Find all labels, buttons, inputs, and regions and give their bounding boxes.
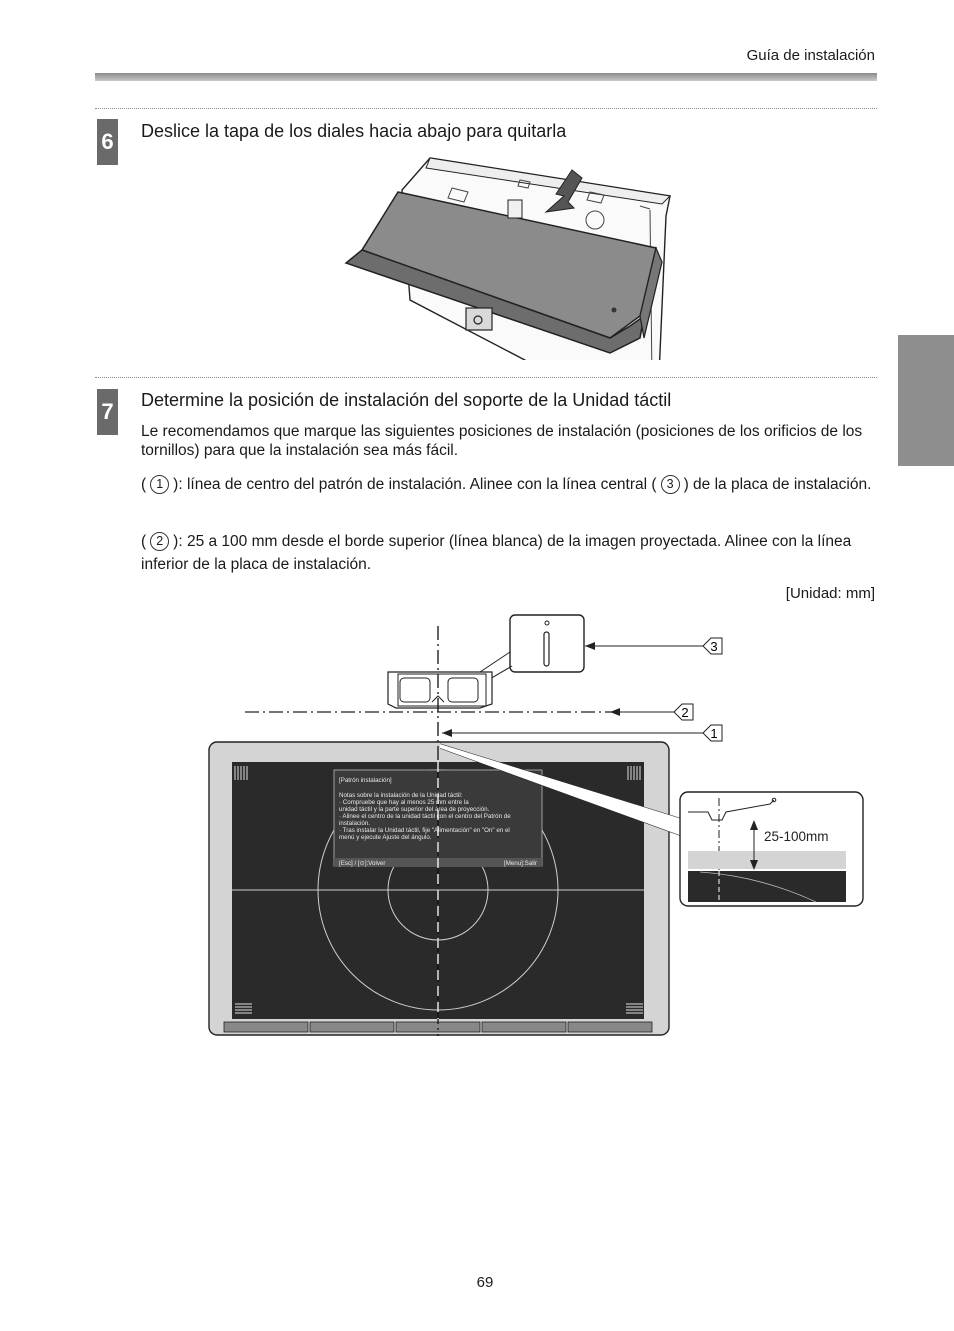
svg-text:menú y ejecute Ajuste del ángu: menú y ejecute Ajuste del ángulo. [339, 834, 432, 841]
item-2-paragraph: ( 2 ): 25 a 100 mm desde el borde superior (línea blanca) de la imagen proyectada. Alinee con la línea inferior de la placa de instalación. [141, 533, 852, 573]
svg-text:· Tras instalar la Unidad táct: · Tras instalar la Unidad táctil, fije "Alimentación" en "On" en el [339, 827, 510, 834]
callout-marker: 2 [150, 532, 169, 551]
step-title: Determine la posición de instalación del soporte de la Unidad táctil [141, 390, 672, 410]
chapter-tab [898, 335, 954, 466]
unit-note: [Unidad: mm] [785, 585, 875, 602]
step-title: Deslice la tapa de los diales hacia abajo para quitarla [141, 121, 567, 141]
callout-2 [674, 704, 693, 720]
item-1-paragraph: ( 1 ): línea de centro del patrón de instalación. Alinee con la línea central ( 3 ) de la placa de instalación. [141, 476, 872, 493]
step-number: 7 [97, 389, 118, 435]
callout-marker: 3 [661, 475, 680, 494]
section-divider [95, 377, 877, 378]
page-number: 69 [476, 1274, 494, 1291]
svg-text:1: 1 [710, 726, 718, 741]
osd-footer-left: [Esc] / [⊙]:Volver [339, 860, 386, 867]
running-header: Guía de instalación [746, 47, 875, 64]
section-divider [95, 108, 877, 109]
header-rule [95, 73, 877, 81]
svg-text:2: 2 [681, 705, 689, 720]
osd-title: [Patrón instalación] [339, 777, 392, 784]
svg-text:· Alinee el centro de la unida: · Alinee el centro de la unidad táctil con el centro del Patrón de [339, 813, 511, 820]
callout-1 [703, 725, 722, 741]
svg-text:unidad táctil y la parte super: unidad táctil y la parte superior del área de proyección. [339, 806, 490, 813]
distance-label: 25-100mm [764, 829, 829, 844]
step-number: 6 [97, 119, 118, 165]
callout-marker: 1 [150, 475, 169, 494]
svg-text:3: 3 [710, 639, 718, 654]
installation-diagram [200, 608, 880, 1040]
callout-3 [703, 638, 722, 654]
dial-cover-illustration [340, 150, 680, 360]
osd-footer-right: [Menu]:Salir [503, 860, 537, 867]
svg-text:Notas sobre la instalación de: Notas sobre la instalación de la Unidad táctil: [339, 792, 463, 799]
svg-text:· Compruebe que hay al menos 2: · Compruebe que hay al menos 25 mm entre la [339, 799, 469, 806]
intro-paragraph: Le recomendamos que marque las siguientes posiciones de instalación (posiciones de los orificios de los tornillos) para que la instalación sea más fácil. [141, 423, 863, 459]
svg-text:instalación.: instalación. [339, 820, 370, 827]
